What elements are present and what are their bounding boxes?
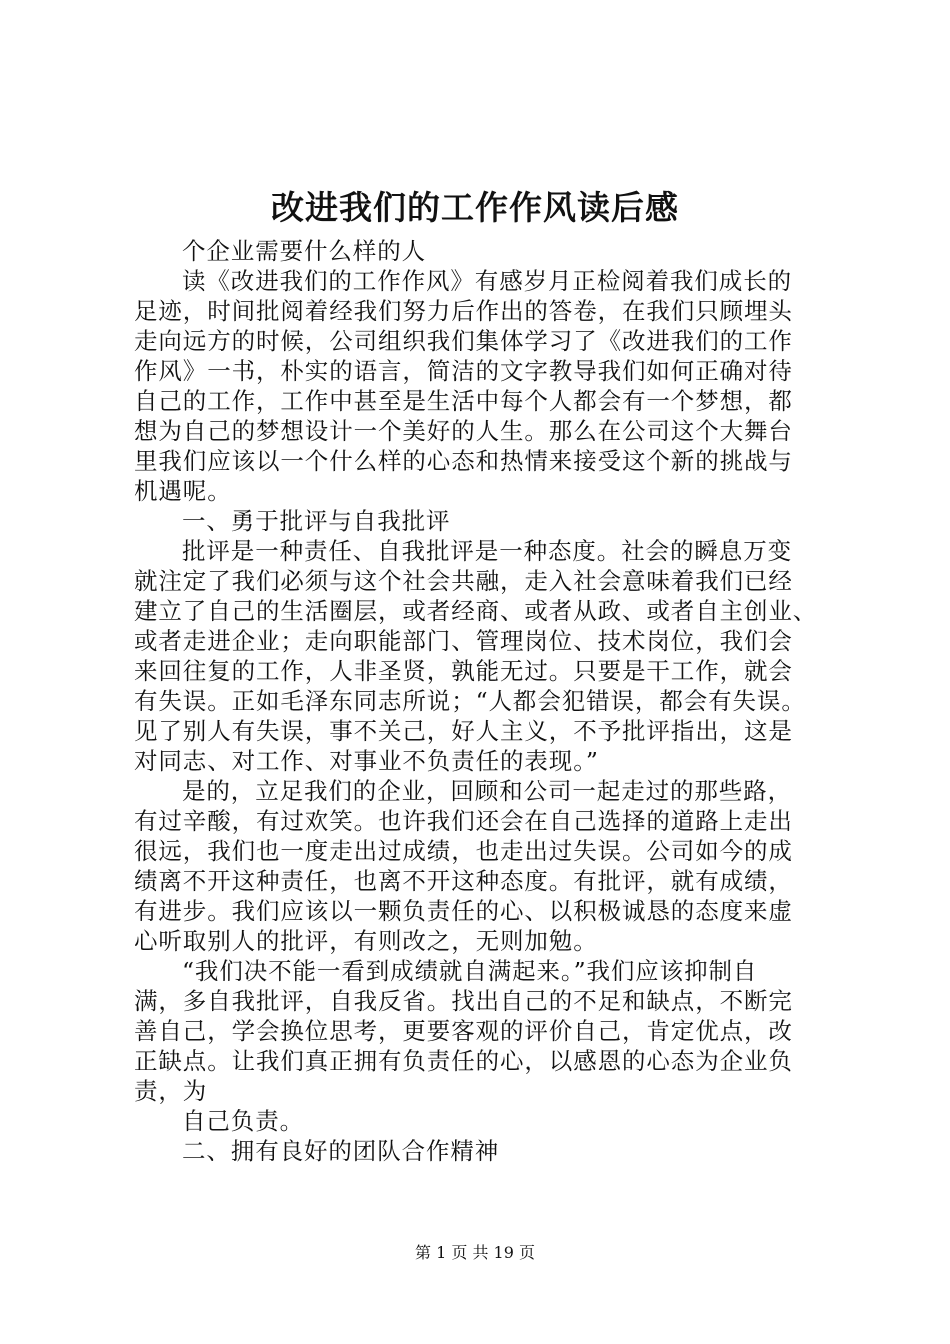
document-body	[134, 236, 836, 1166]
body-line: 善自己，学会换位思考，更要客观的评价自己，肯定优点，改	[134, 1017, 793, 1045]
body-line: 自己负责。	[182, 1107, 304, 1135]
body-line: 足迹，时间批阅着经我们努力后作出的答卷，在我们只顾埋头	[134, 297, 793, 325]
body-line: 绩离不开这种责任，也离不开这种态度。有批评，就有成绩，	[134, 867, 793, 895]
body-line: 个企业需要什么样的人	[182, 237, 426, 265]
body-line: 想为自己的梦想设计一个美好的人生。那么在公司这个大舞台	[134, 417, 793, 445]
body-line: 有失误。正如毛泽东同志所说；“人都会犯错误，都会有失误。	[134, 687, 806, 715]
body-line: 自己的工作，工作中甚至是生活中每个人都会有一个梦想，都	[134, 387, 793, 415]
body-line: 心听取别人的批评，有则改之，无则加勉。	[134, 927, 598, 955]
page-footer: 第 1 页 共 19 页	[415, 1243, 535, 1262]
body-line: 走向远方的时候，公司组织我们集体学习了《改进我们的工作	[134, 327, 793, 355]
body-line: 对同志、对工作、对事业不负责任的表现。”	[134, 747, 599, 775]
body-line: 机遇呢。	[134, 477, 232, 505]
body-line: 来回往复的工作，人非圣贤，孰能无过。只要是干工作，就会	[134, 657, 793, 685]
body-line: 里我们应该以一个什么样的心态和热情来接受这个新的挑战与	[134, 447, 793, 475]
body-line: 批评是一种责任、自我批评是一种态度。社会的瞬息万变	[182, 537, 792, 565]
body-line: 责，为	[134, 1077, 208, 1105]
body-line: 是的，立足我们的企业，回顾和公司一起走过的那些路，	[182, 777, 792, 805]
body-line: “我们决不能一看到成绩就自满起来。”我们应该抑制自	[182, 957, 758, 985]
body-line: 就注定了我们必须与这个社会共融，走入社会意味着我们已经	[134, 567, 793, 595]
body-line: 有进步。我们应该以一颗负责任的心、以积极诚恳的态度来虚	[134, 897, 793, 925]
document-title: 改进我们的工作作风读后感	[271, 188, 679, 227]
body-line: 正缺点。让我们真正拥有负责任的心，以感恩的心态为企业负	[134, 1047, 793, 1075]
body-line: 见了别人有失误，事不关己，好人主义，不予批评指出，这是	[134, 717, 793, 745]
body-line: 满，多自我批评，自我反省。找出自己的不足和缺点，不断完	[134, 987, 793, 1015]
section-heading: 一、勇于批评与自我批评	[182, 507, 451, 535]
body-line: 建立了自己的生活圈层，或者经商、或者从政、或者自主创业、	[134, 597, 818, 625]
section-heading: 二、拥有良好的团队合作精神	[182, 1137, 500, 1165]
body-line: 或者走进企业；走向职能部门、管理岗位、技术岗位，我们会	[134, 627, 793, 655]
body-line: 作风》一书，朴实的语言，简洁的文字教导我们如何正确对待	[134, 357, 793, 385]
body-line: 很远，我们也一度走出过成绩，也走出过失误。公司如今的成	[134, 837, 793, 865]
body-line: 读《改进我们的工作作风》有感岁月正检阅着我们成长的	[182, 267, 792, 295]
body-line: 有过辛酸，有过欢笑。也许我们还会在自己选择的道路上走出	[134, 807, 793, 835]
